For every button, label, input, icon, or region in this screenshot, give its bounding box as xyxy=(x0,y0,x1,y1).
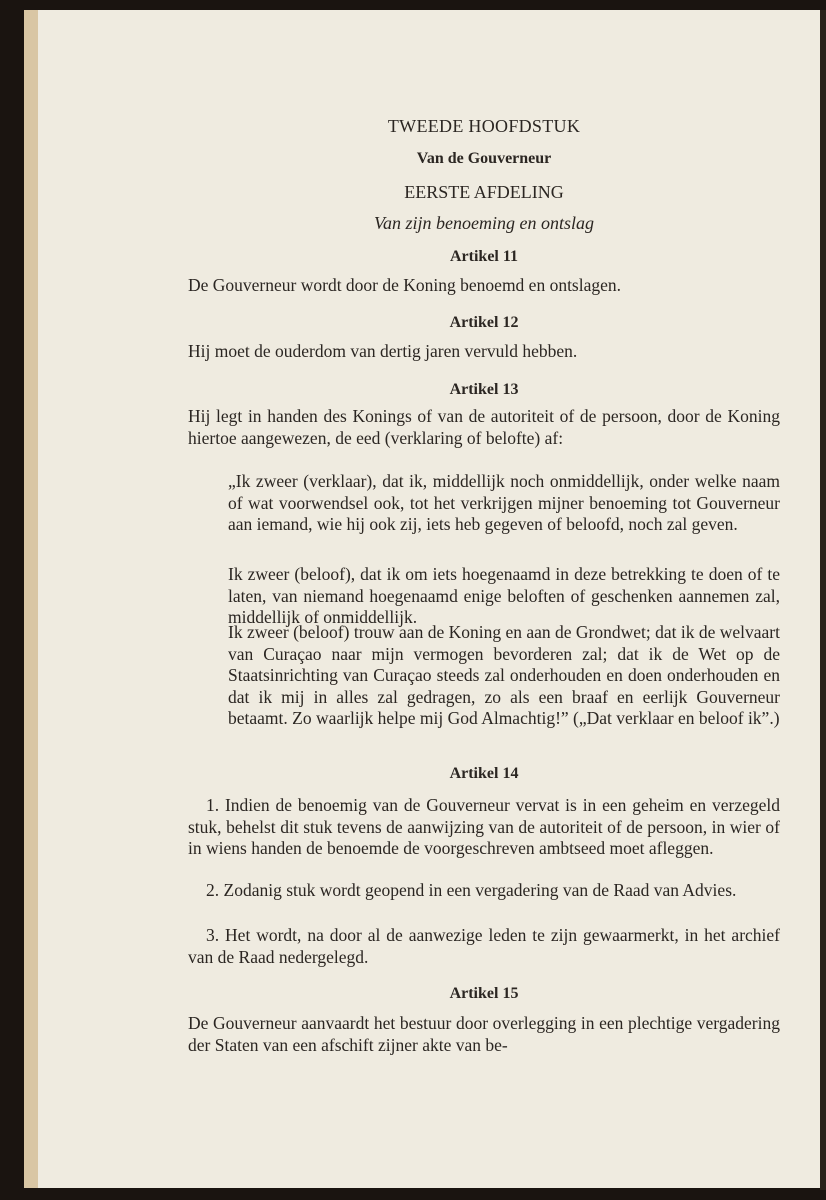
chapter-heading: TWEEDE HOOFDSTUK xyxy=(387,116,581,136)
division-heading: EERSTE AFDELING xyxy=(404,182,564,202)
article-text: Hij legt in handen des Konings of van de autoriteit of de persoon, door de Koning hiertoe aangewezen, de eed (verklaring of belofte) af: xyxy=(188,406,780,448)
page-spine xyxy=(24,10,38,1188)
section-title: Van zijn benoeming en ontslag xyxy=(374,213,594,233)
article-heading: Artikel 12 xyxy=(449,314,519,331)
article-heading: Artikel 15 xyxy=(449,985,519,1002)
article-heading: Artikel 14 xyxy=(449,765,519,782)
article-text: De Gouverneur aanvaardt het bestuur door overlegging in een plechtige vergadering der Staten van een afschift zijner akte van be- xyxy=(188,1013,780,1055)
oath-paragraph: „Ik zweer (verklaar), dat ik, middellijk noch onmiddellijk, onder welke naam of wat voorwendsel ook, tot het verkrijgen mijner benoeming tot Gouverneur aan iemand, wie hij ook zij, iets heb gegeven of beloofd, noch zal geven. xyxy=(228,471,780,534)
article-item: 1. Indien de benoemig van de Gouverneur vervat is in een geheim en verzegeld stuk, behelst dit stuk tevens de aanwijzing van de autoriteit of de persoon, in wier of in wiens handen de benoemde de voorgeschreven ambtseed moet afleggen. xyxy=(188,795,780,858)
article-item: 2. Zodanig stuk wordt geopend in een vergadering van de Raad van Advies. xyxy=(206,880,737,900)
article-text: Hij moet de ouderdom van dertig jaren vervuld hebben. xyxy=(188,341,578,361)
page-edge xyxy=(820,10,826,1190)
oath-paragraph: Ik zweer (beloof), dat ik om iets hoegenaamd in deze betrekking te doen of te laten, van niemand hoegenaamd enige beloften of geschenken aannemen zal, middellijk of onmiddellijk. xyxy=(228,564,780,627)
chapter-subtitle: Van de Gouverneur xyxy=(416,150,552,167)
article-text: De Gouverneur wordt door de Koning benoemd en ontslagen. xyxy=(188,275,622,295)
article-item: 3. Het wordt, na door al de aanwezige leden te zijn gewaarmerkt, in het archief van de Raad nedergelegd. xyxy=(188,925,780,967)
oath-paragraph: Ik zweer (beloof) trouw aan de Koning en aan de Grondwet; dat ik de welvaart van Curaçao naar mijn vermogen bevorderen zal; dat ik de Wet op de Staatsinrichting van Curaçao steeds zal onderhouden en doen onderhouden en dat ik mij in alles zal gedragen, zo als een braaf en eerlijk Gouverneur betaamt. Zo waarlijk helpe mij God Almachtig!” („Dat verklaar en beloof ik”.) xyxy=(228,622,781,728)
article-heading: Artikel 11 xyxy=(450,248,518,265)
article-heading: Artikel 13 xyxy=(449,381,519,398)
